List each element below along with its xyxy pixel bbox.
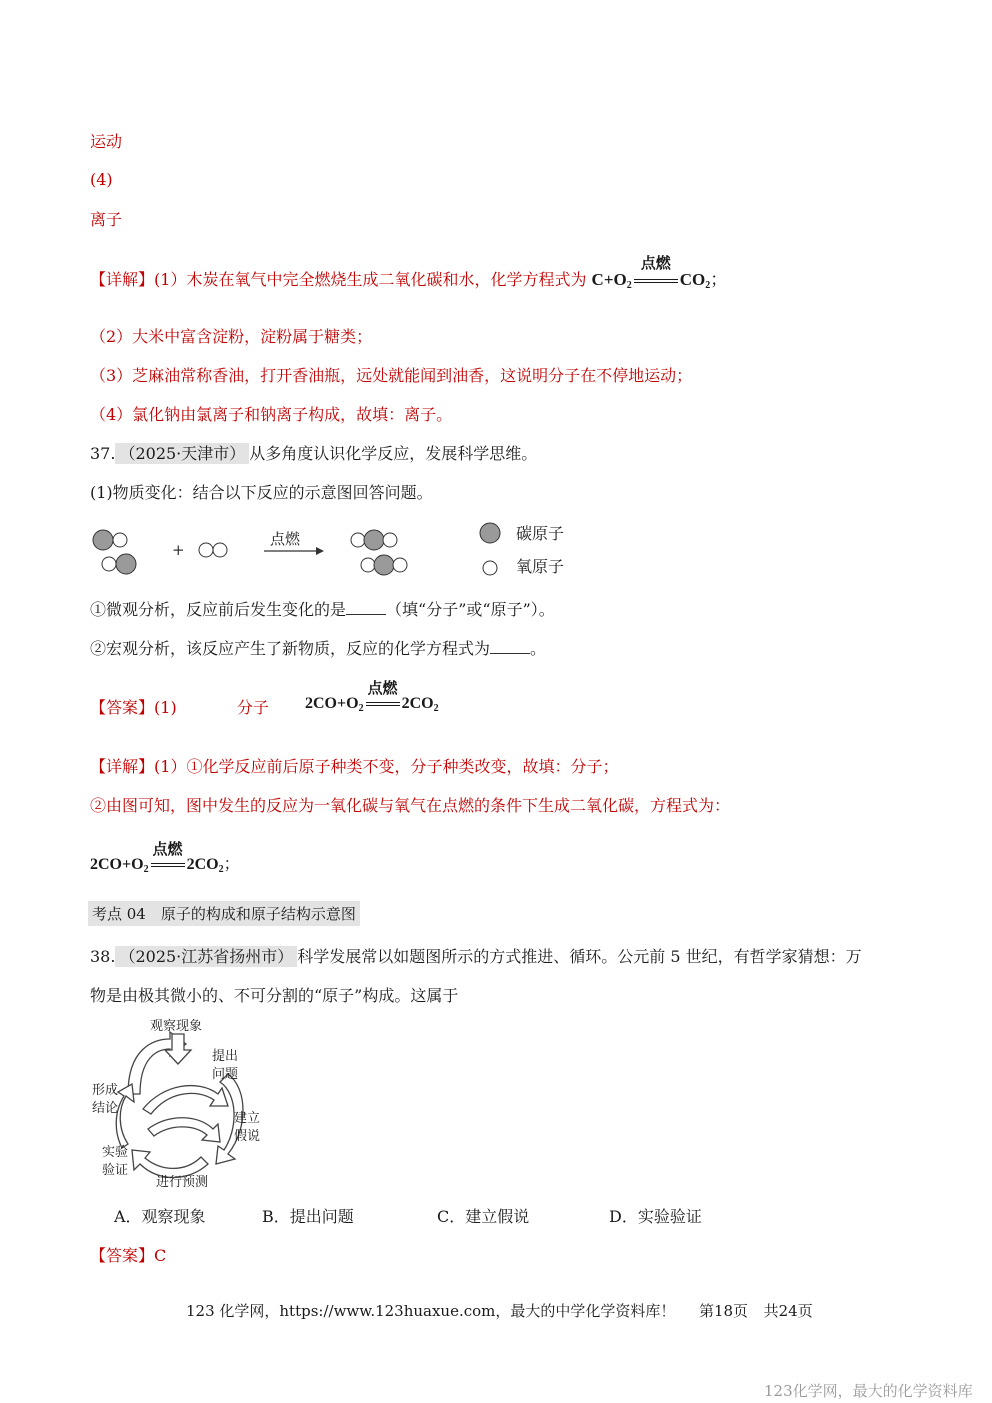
answer-37-equation: $2CO+O_2$ 点燃 $2CO_2$ bbox=[305, 681, 439, 714]
answer-37-value-1: 分子 bbox=[236, 698, 269, 717]
detail-37-equation: $2CO+O_2$ 点燃 $2CO_2$； bbox=[90, 842, 240, 875]
option-a: A．观察现象 bbox=[114, 1207, 206, 1226]
answer-text-motion: 运动 bbox=[90, 132, 123, 151]
arrow-head-icon bbox=[316, 547, 324, 555]
detail-37-line-2: ②由图可知，图中发生的反应为一氧化碳与氧气在点燃的条件下生成二氧化碳，方程式为： bbox=[90, 796, 731, 815]
cycle-experiment-2: 验证 bbox=[102, 1163, 129, 1178]
question-38-stem-line-1: 38. （2025·江苏省扬州市） 科学发展常以如题图所示的方式推进、循环。公元前 5 世纪，有哲学家猜想：万 bbox=[90, 947, 862, 966]
question-37-q1: ①微观分析，反应前后发生变化的是 （填“分子”或“原子”）。 bbox=[90, 600, 555, 619]
option-d: D．实验验证 bbox=[609, 1207, 702, 1226]
answer-label: 【答案】 bbox=[90, 698, 155, 717]
cycle-hypothesis-1: 建立 bbox=[234, 1111, 261, 1126]
option-c: C．建立假说 bbox=[437, 1207, 530, 1226]
question-37-stem bbox=[90, 441, 537, 464]
scientific-method-cycle-diagram bbox=[88, 1014, 278, 1194]
cycle-ask-1: 提出 bbox=[212, 1049, 239, 1064]
source-tag: （2025·江苏省扬州市） bbox=[115, 946, 297, 967]
co2-molecule-icon bbox=[361, 555, 407, 575]
answer-38-value: C bbox=[154, 1246, 167, 1265]
co-molecule-icon bbox=[102, 554, 136, 574]
footer-site: 123 化学网，https://www.123huaxue.com，最大的中学化学资料库！ bbox=[186, 1302, 676, 1320]
answer-part: (1) bbox=[154, 698, 177, 717]
source-tag: （2025·天津市） bbox=[115, 443, 249, 464]
answer-blank bbox=[346, 613, 386, 615]
arrow-condition-label: 点燃 bbox=[270, 530, 301, 548]
legend-oxygen: 氧原子 bbox=[516, 557, 565, 576]
detail-36-line-1 bbox=[90, 256, 728, 291]
legend-carbon: 碳原子 bbox=[516, 524, 565, 543]
o2-molecule-icon bbox=[199, 543, 227, 557]
cycle-hypothesis-2: 假说 bbox=[234, 1129, 261, 1144]
cycle-conclusion-2: 结论 bbox=[92, 1101, 119, 1116]
answer-38: 【答案】C bbox=[90, 1246, 167, 1265]
detail-36-line-4: （4）氯化钠由氯离子和钠离子构成，故填：离子。 bbox=[90, 405, 453, 424]
cycle-experiment-1: 实验 bbox=[102, 1145, 129, 1160]
answer-blank bbox=[490, 652, 530, 654]
footer-page: 第18页 bbox=[698, 1302, 749, 1320]
carbon-atom-icon bbox=[480, 523, 500, 543]
detail-label: 【详解】 bbox=[90, 270, 155, 289]
detail-36-line-2: （2）大米中富含淀粉，淀粉属于糖类； bbox=[90, 327, 373, 346]
question-number: 37. bbox=[90, 444, 116, 463]
detail-37-line-1: 【详解】(1）①化学反应前后原子种类不变，分子种类改变，故填：分子； bbox=[90, 757, 619, 776]
reaction-diagram bbox=[88, 518, 608, 586]
question-37-sub-1: (1)物质变化：结合以下反应的示意图回答问题。 bbox=[90, 483, 433, 502]
watermark: 123化学网，最大的化学资料库 bbox=[764, 1382, 973, 1400]
question-37-q2: ②宏观分析，该反应产生了新物质，反应的化学方程式为 。 bbox=[90, 639, 547, 658]
cycle-ask-2: 问题 bbox=[212, 1067, 239, 1082]
answer-part-4: (4) bbox=[90, 170, 113, 189]
cycle-observe: 观察现象 bbox=[150, 1019, 203, 1034]
oxygen-atom-icon bbox=[483, 561, 497, 575]
answer-37 bbox=[90, 695, 269, 718]
page-footer bbox=[186, 1300, 813, 1321]
section-header: 考点 04 原子的构成和原子结构示意图 bbox=[88, 901, 360, 926]
co2-molecule-icon bbox=[351, 530, 397, 550]
equation-carbon-combustion: $C+O_2$ 点燃 $CO_2$； bbox=[591, 256, 728, 291]
cycle-conclusion-1: 形成 bbox=[92, 1083, 119, 1098]
cycle-predict: 进行预测 bbox=[156, 1175, 209, 1190]
answer-text-ion: 离子 bbox=[90, 210, 123, 229]
footer-total: 共24页 bbox=[763, 1302, 813, 1320]
question-38-stem-line-2: 物是由极其微小的、不可分割的“原子”构成。这属于 bbox=[90, 986, 459, 1005]
option-b: B．提出问题 bbox=[262, 1207, 354, 1226]
detail-36-line-3: （3）芝麻油常称香油，打开香油瓶，远处就能闻到油香，这说明分子在不停地运动； bbox=[90, 366, 693, 385]
co-molecule-icon bbox=[93, 530, 127, 550]
question-37-text: 从多角度认识化学反应，发展科学思维。 bbox=[249, 444, 538, 463]
detail-36-text-1: (1）木炭在氧气中完全燃烧生成二氧化碳和水，化学方程式为 bbox=[154, 270, 587, 289]
plus-sign: + bbox=[172, 541, 185, 559]
